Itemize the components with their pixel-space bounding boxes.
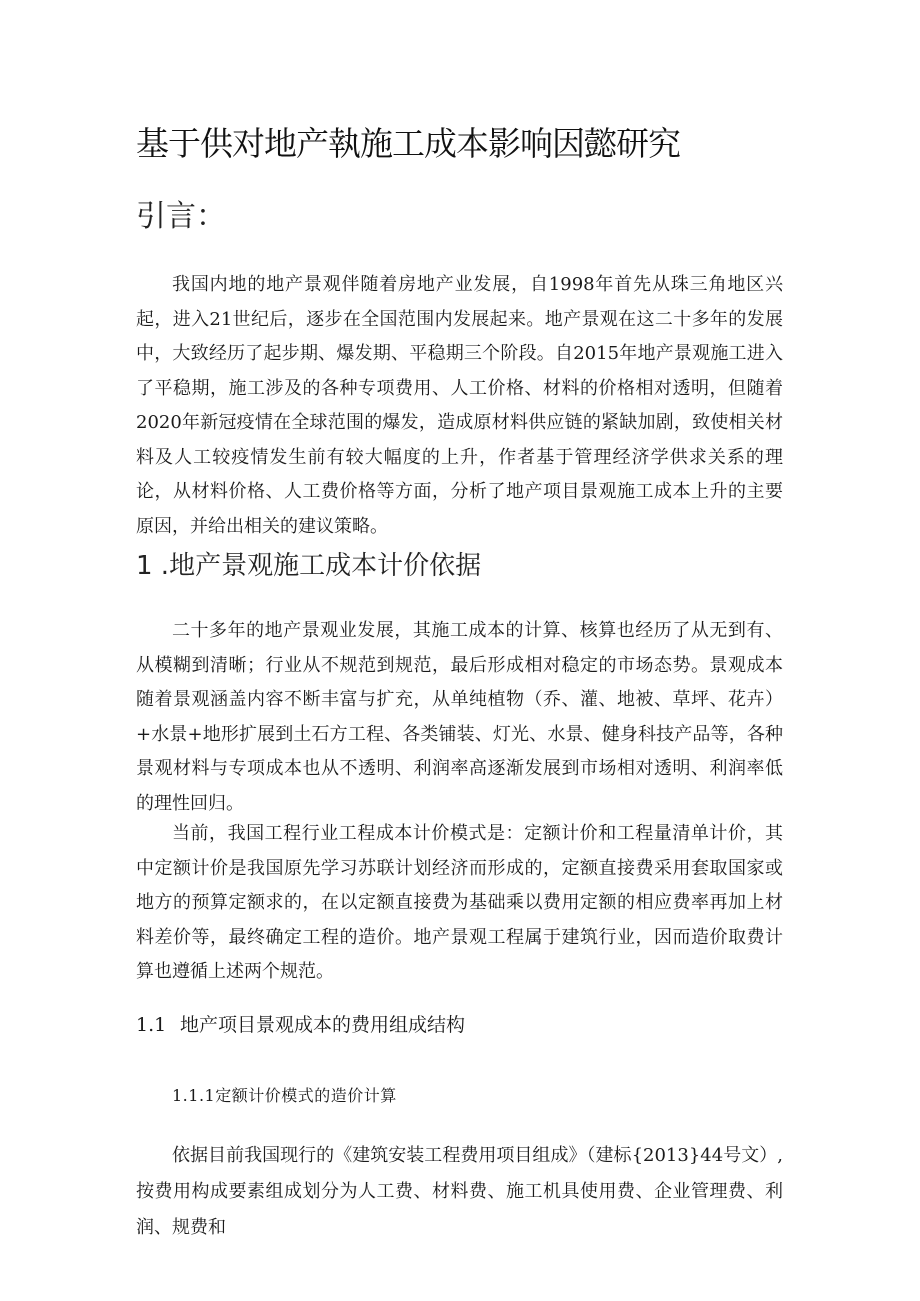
subsection-1-1-1-heading: 1.1.1定额计价模式的造价计算 bbox=[172, 1086, 397, 1105]
subsection-1-1-heading bbox=[136, 1010, 465, 1040]
intro-paragraph: 我国内地的地产景观伴随着房地产业发展，自1998年首先从珠三角地区兴起，进入21世纪后，逐步在全国范围内发展起来。地产景观在这二十多年的发展中，大致经历了起步期、爆发期、平稳期三个阶段。自2015年地产景观施工进入了平稳期，施工涉及的各种专项费用、人工价格、材料的价格相对透明，但随着2020年新冠疫情在全球范围的爆发，造成原材料供应链的紧缺加剧，致使相关材料及人工较疫情发生前有较大幅度的上升，作者基于管理经济学供求关系的理论，从材料价格、人工费价格等方面，分析了地产项目景观施工成本上升的主要原因，并给出相关的建议策略。 bbox=[136, 274, 783, 537]
subsection-title: 地产项目景观成本的费用组成结构 bbox=[180, 1014, 466, 1036]
section-1-paragraph-2: 当前，我国工程行业工程成本计价模式是：定额计价和工程量清单计价，其中定额计价是我国原先学习苏联计划经济而形成的，定额直接费采用套取国家或地方的预算定额求的，在以定额直接费为基础乘以费用定额的相应费率再加上材料差价等，最终确定工程的造价。地产景观工程属于建筑行业，因而造价取费计算也遵循上述两个规范。 bbox=[136, 823, 783, 982]
intro-heading: 引言： bbox=[136, 199, 226, 234]
subsection-number: 1.1 bbox=[136, 1014, 167, 1036]
section-1-heading: 1 .地产景观施工成本计价依据 bbox=[136, 551, 482, 581]
section-1-paragraph-1: 二十多年的地产景观业发展，其施工成本的计算、核算也经历了从无到有、从模糊到清晰；行业从不规范到规范，最后形成相对稳定的市场态势。景观成本随着景观涵盖内容不断丰富与扩充，从单纯植物（乔、灌、地被、草坪、花卉）+水景+地形扩展到土石方工程、各类铺装、灯光、水景、健身科技产品等，各种景观材料与专项成本也从不透明、利润率高逐渐发展到市场相对透明、利润率低的理性回归。 bbox=[136, 620, 783, 814]
subsection-1-1-1-paragraph: 依据目前我国现行的《建筑安装工程费用项目组成》（建标{2013}44号文）,按费用构成要素组成划分为人工费、材料费、施工机具使用费、企业管理费、利润、规费和 bbox=[136, 1145, 783, 1238]
document-title: 基于供对地产執施工成本影响因懿研究 bbox=[136, 124, 680, 163]
